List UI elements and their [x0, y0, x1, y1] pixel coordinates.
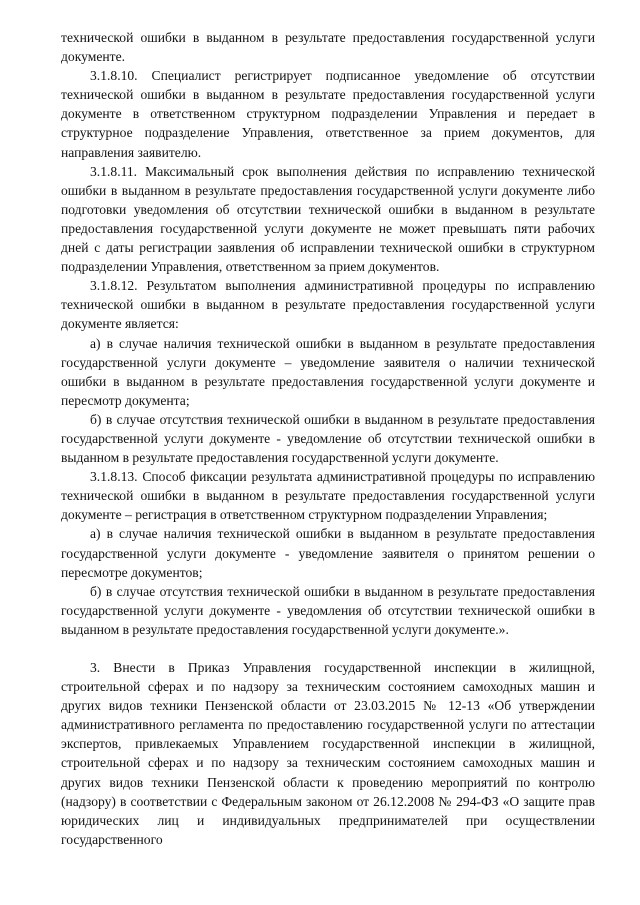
- paragraph-3-1-8-13-a: а) в случае наличия технической ошибки в выданном в результате предоставления государственной услуги документе - уведомление заявителя о принятом решении о пересмотре документов;: [61, 526, 595, 580]
- paragraph-3-1-8-13: 3.1.8.13. Способ фиксации результата административной процедуры по исправлению технической ошибки в выданном в результате предоставления государственной услуги документе – регистрация в ответственном структурном подразделении Управления;: [61, 469, 595, 523]
- paragraph-continuation: технической ошибки в выданном в результате предоставления государственной услуги документе.: [61, 30, 595, 65]
- paragraph-3-1-8-13-b: б) в случае отсутствия технической ошибки в выданном в результате предоставления государственной услуги документе - уведомления об отсутствии технической ошибки в выданном в результате предоставления государственной услуги документе.».: [61, 583, 595, 637]
- paragraph-3-1-8-12-b: б) в случае отсутствия технической ошибки в выданном в результате предоставления государственной услуги документе - уведомление об отсутствии технической ошибки в выданном в результате предоставления государственной услуги документе.: [61, 411, 595, 466]
- paragraph-3-1-8-10: 3.1.8.10. Специалист регистрирует подписанное уведомление об отсутствии технической ошибки в выданном в результате предоставления государственной услуги документе в ответственном структурном подразделении Управления и передает в структурное подразделение Управления, ответственное за прием документов, для направления заявителю.: [61, 68, 595, 160]
- paragraph-3-1-8-11: 3.1.8.11. Максимальный срок выполнения действия по исправлению технической ошибки в выданном в результате предоставления государственной услуги документе либо подготовки уведомления об отсутствии технической ошибки в выданном в результате предоставления государственной услуги документе не может превышать пяти рабочих дней с даты регистрации заявления об исправлении технической ошибки в структурном подразделении Управления, ответственном за прием документов.: [61, 163, 595, 275]
- document-page: [61, 28, 595, 849]
- paragraph-3-1-8-12: 3.1.8.12. Результатом выполнения административной процедуры по исправлению технической ошибки в выданном в результате предоставления государственной услуги документе является:: [61, 278, 595, 332]
- paragraph-item-3: 3. Внести в Приказ Управления государственной инспекции в жилищной, строительной сферах и по надзору за техническим состоянием самоходных машин и других видов техники Пензенской области от 23.03.2015 № 12-13 «Об утверждении административного регламента по предоставлению государственной услуги по аттестации экспертов, привлекаемых Управлением государственной инспекции в жилищной, строительной сферах и по надзору за техническим состоянием самоходных машин и других видов техники Пензенской области к проведению мероприятий по контролю (надзору) в соответствии с Федеральным законом от 26.12.2008 № 294-ФЗ «О защите прав юридических лиц и индивидуальных предпринимателей при осуществлении государственного: [61, 660, 595, 847]
- paragraph-3-1-8-12-a: а) в случае наличия технической ошибки в выданном в результате предоставления государственной услуги документе – уведомление заявителя о наличии технической ошибки в выданном в результате предоставления государственной услуги документе и пересмотр документа;: [61, 335, 595, 408]
